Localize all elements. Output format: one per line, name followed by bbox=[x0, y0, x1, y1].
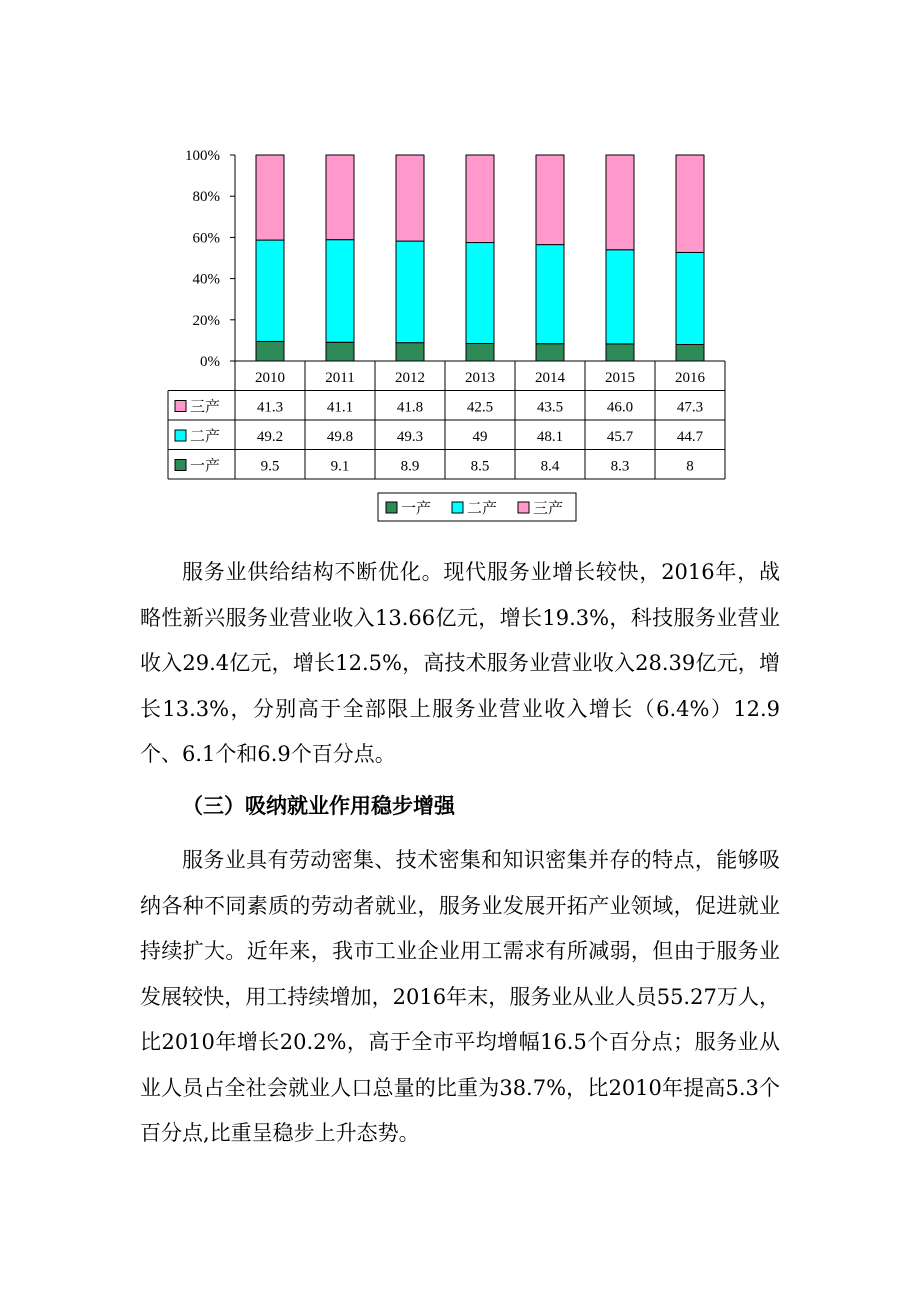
data-label: 45.7 bbox=[606, 429, 634, 445]
bar-segment bbox=[536, 245, 564, 344]
data-label: 42.5 bbox=[466, 399, 494, 416]
series-name-label: 三产 bbox=[190, 399, 221, 416]
data-label: 9.1 bbox=[330, 458, 350, 475]
bar-segment bbox=[676, 155, 704, 252]
y-tick-label: 100% bbox=[185, 148, 220, 164]
data-label: 8 bbox=[686, 458, 694, 475]
bar-segment bbox=[396, 343, 424, 361]
bar-segment bbox=[536, 155, 564, 245]
x-category-label: 2015 bbox=[605, 370, 635, 386]
paragraph-employment: 服务业具有劳动密集、技术密集和知识密集并存的特点，能够吸纳各种不同素质的劳动者就业，服务业发展开拓产业领域，促进就业持续扩大。近年来，我市工业企业用工需求有所减弱，但由于服务业发展较快，用工持续增加，2016年末，服务业从业人员55.27万人，比2010年增长20.2%，高于全市平均增幅16.5个百分点；服务业从业人员占全社会就业人口总量的比重为38.7%，比2010年提高5.3个百分点,比重呈稳步上升态势。 bbox=[140, 848, 780, 1145]
bar-segment bbox=[606, 250, 634, 344]
bar-segment bbox=[396, 155, 424, 241]
data-label: 49.2 bbox=[256, 429, 284, 445]
data-label: 47.3 bbox=[676, 399, 704, 416]
data-label: 41.3 bbox=[256, 399, 284, 416]
bar-segment bbox=[676, 345, 704, 361]
data-label: 8.3 bbox=[610, 458, 630, 475]
x-category-label: 2013 bbox=[465, 370, 495, 386]
data-label: 48.1 bbox=[536, 429, 564, 445]
section-heading: （三）吸纳就业作用稳步增强 bbox=[182, 793, 455, 818]
series-name-label: 一产 bbox=[190, 458, 221, 475]
data-label: 49.8 bbox=[326, 429, 354, 445]
x-category-label: 2016 bbox=[675, 370, 705, 386]
y-tick-label: 0% bbox=[200, 354, 220, 370]
series-swatch bbox=[175, 401, 186, 412]
data-label: 46.0 bbox=[606, 399, 634, 416]
bar-segment bbox=[466, 243, 494, 344]
data-label: 44.7 bbox=[676, 429, 704, 445]
series-swatch bbox=[175, 460, 186, 471]
bar-segment bbox=[606, 155, 634, 250]
data-label: 8.4 bbox=[540, 458, 560, 475]
legend-swatch bbox=[386, 502, 397, 513]
legend-label: 一产 bbox=[401, 501, 432, 517]
bar-segment bbox=[326, 155, 354, 240]
data-label: 8.9 bbox=[400, 458, 420, 475]
x-category-label: 2010 bbox=[255, 370, 285, 386]
data-label: 9.5 bbox=[260, 458, 280, 475]
x-category-label: 2014 bbox=[535, 370, 565, 386]
x-category-label: 2012 bbox=[395, 370, 425, 386]
data-label: 49.3 bbox=[396, 429, 424, 445]
data-label: 41.8 bbox=[396, 399, 424, 416]
bar-segment bbox=[256, 240, 284, 341]
bar-segment bbox=[256, 341, 284, 361]
x-category-label: 2011 bbox=[325, 370, 355, 386]
bar-segment bbox=[326, 240, 354, 343]
legend-label: 二产 bbox=[467, 501, 498, 517]
legend-swatch bbox=[518, 502, 529, 513]
y-tick-label: 40% bbox=[192, 271, 220, 288]
bar-segment bbox=[676, 252, 704, 344]
series-swatch bbox=[175, 430, 186, 441]
y-tick-label: 80% bbox=[192, 189, 220, 206]
bar-segment bbox=[256, 155, 284, 240]
stacked-bar-chart bbox=[0, 0, 920, 540]
data-label: 43.5 bbox=[536, 399, 564, 416]
bar-segment bbox=[466, 155, 494, 243]
data-label: 49 bbox=[472, 429, 488, 445]
y-tick-label: 20% bbox=[192, 312, 220, 329]
bar-segment bbox=[466, 343, 494, 361]
legend-label: 三产 bbox=[533, 501, 564, 517]
bar-segment bbox=[536, 344, 564, 361]
paragraph-service-structure: 服务业供给结构不断优化。现代服务业增长较快，2016年，战略性新兴服务业营业收入13.66亿元，增长19.3%，科技服务业营业收入29.4亿元，增长12.5%，高技术服务业营业收入28.39亿元，增长13.3%，分别高于全部限上服务业营业收入增长（6.4%）12.9个、6.1个和6.9个百分点。 bbox=[140, 560, 780, 766]
y-tick-label: 60% bbox=[192, 230, 220, 247]
bar-segment bbox=[396, 241, 424, 343]
data-label: 41.1 bbox=[326, 399, 354, 416]
legend-swatch bbox=[452, 502, 463, 513]
bar-segment bbox=[326, 342, 354, 361]
data-label: 8.5 bbox=[470, 458, 490, 475]
bar-segment bbox=[606, 344, 634, 361]
series-name-label: 二产 bbox=[190, 429, 221, 445]
